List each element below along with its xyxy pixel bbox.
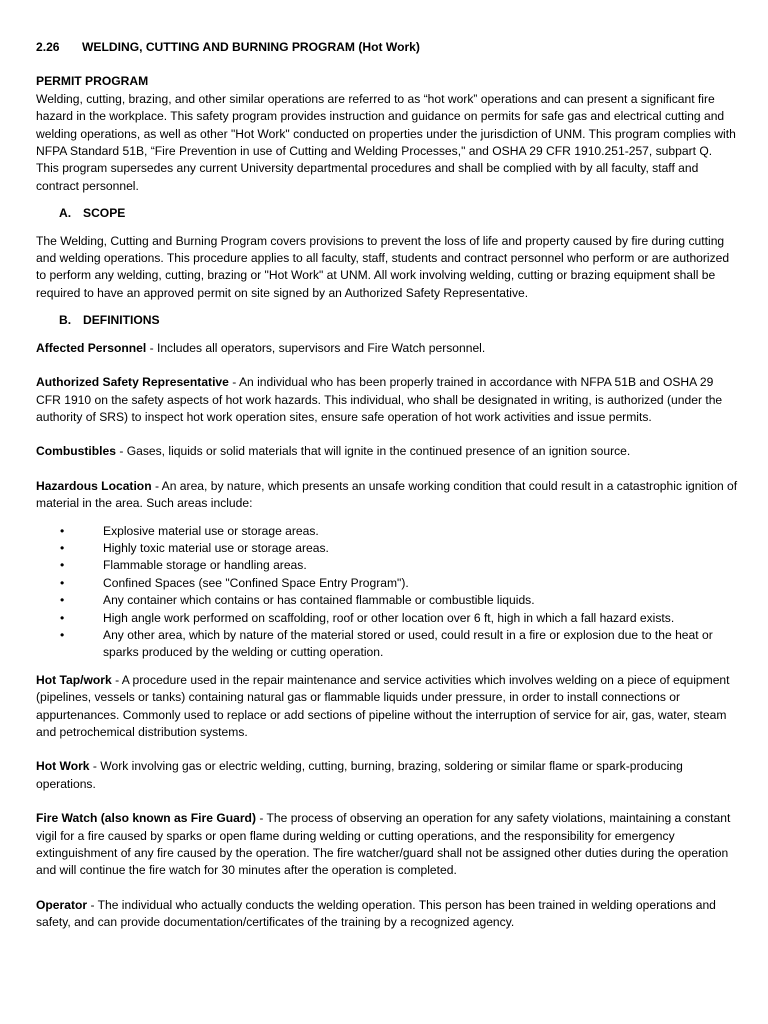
list-item: • Flammable storage or handling areas. xyxy=(36,557,738,574)
definition-text: - The process of observing an operation for any safety violations, maintaining a constant vigil for a fire caused by sparks or open flame during welding or cutting operations, and the responsibility for emergency extinguishment of any fire caused by the operation. The fire watcher/guard shall not be assigned other duties during the operation and will continue the fire watch for 30 minutes after the operation is completed. xyxy=(36,811,731,878)
definition-combustibles xyxy=(36,443,738,460)
definition-text: - A procedure used in the repair maintenance and service activities which involves welding on a piece of equipment (pipelines, vessels or tanks) containing natural gas or flammable liquids under pressure, in order to install connections or appurtenances. Commonly used to replace or add sections of pipeline without the interruption of service for air, gas, water, steam and petrochemical distribution systems. xyxy=(36,672,730,739)
list-item: • Any other area, which by nature of the material stored or used, could result in a fire or explosion due to the heat or sparks produced by the welding or cutting operation. xyxy=(36,627,738,662)
definition-text: - The individual who actually conducts the welding operation. This person has been trained in welding operations and safety, and can provide documentation/certificates of the training by a recognized agency. xyxy=(36,897,716,930)
scope-heading xyxy=(36,205,738,222)
definition-term: Hot Tap/work xyxy=(36,672,112,687)
definition-text: - Gases, liquids or solid materials that will ignite in the continued presence of an ignition source. xyxy=(115,444,631,459)
bullet-icon: • xyxy=(60,593,65,608)
bullet-icon: • xyxy=(60,540,65,555)
section-heading: WELDING, CUTTING AND BURNING PROGRAM (Hot Work) xyxy=(82,40,420,54)
scope-body: The Welding, Cutting and Burning Program covers provisions to prevent the loss of life and property caused by fire during cutting and welding operations. This procedure applies to all faculty, staff, students and contract personnel who perform or are authorized to perform any welding, cutting, brazing or "Hot Work" at UNM. All work involving welding, cutting or brazing equipment shall be required to have an approved permit on site signed by an Authorized Safety Representative. xyxy=(36,233,730,300)
definitions-letter: B. xyxy=(59,313,72,328)
definition-hot-work xyxy=(36,758,738,793)
definition-fire-watch xyxy=(36,810,738,880)
definition-operator xyxy=(36,897,738,932)
permit-program-heading: PERMIT PROGRAM xyxy=(36,74,149,89)
hazardous-location-list xyxy=(36,523,738,662)
bullet-icon: • xyxy=(60,575,65,590)
definition-term: Hazardous Location xyxy=(36,478,152,493)
scope-title: SCOPE xyxy=(83,206,126,221)
definitions-heading xyxy=(36,312,738,329)
definition-authorized-safety-representative xyxy=(36,374,738,426)
definition-term: Authorized Safety Representative xyxy=(36,375,229,390)
bullet-icon: • xyxy=(60,627,65,642)
scope-letter: A. xyxy=(59,206,72,221)
definitions-title: DEFINITIONS xyxy=(83,313,160,328)
definition-hot-tap-work xyxy=(36,672,738,742)
section-number: 2.26 xyxy=(36,40,60,54)
definition-term: Combustibles xyxy=(36,444,116,459)
section-title xyxy=(36,39,738,56)
definition-affected-personnel xyxy=(36,340,738,357)
definition-term: Affected Personnel xyxy=(36,340,147,355)
definition-text: - An individual who has been properly trained in accordance with NFPA 51B and OSHA 29 CFR 1910 on the safety aspects of hot work hazards. This individual, who shall be designated in writing, is authorized (under the authority of SRS) to inspect hot work operation sites, ensure safe operation of hot work activities and issue permits. xyxy=(36,375,723,424)
bullet-icon: • xyxy=(60,523,65,538)
definition-term: Fire Watch (also known as Fire Guard) xyxy=(36,811,256,826)
list-item: • Explosive material use or storage areas. xyxy=(36,523,738,540)
definition-text: - An area, by nature, which presents an unsafe working condition that could result in a catastrophic ignition of material in the area. Such areas include: xyxy=(36,478,738,511)
definition-term: Operator xyxy=(36,897,88,912)
list-item: • High angle work performed on scaffolding, roof or other location over 6 ft, high in which a fall hazard exists. xyxy=(36,610,738,627)
definition-hazardous-location xyxy=(36,478,738,513)
bullet-icon: • xyxy=(60,610,65,625)
definition-text: - Includes all operators, supervisors and Fire Watch personnel. xyxy=(146,340,486,355)
definition-text: - Work involving gas or electric welding, cutting, burning, brazing, soldering or similar flame or spark-producing operations. xyxy=(36,759,683,791)
list-item: • Confined Spaces (see "Confined Space Entry Program"). xyxy=(36,575,738,592)
definition-term: Hot Work xyxy=(36,759,90,774)
list-item: • Highly toxic material use or storage areas. xyxy=(36,540,738,557)
permit-program-body: Welding, cutting, brazing, and other similar operations are referred to as “hot work” operations and can present a significant fire hazard in the workplace. This safety program provides instruction and guidance on permits for safe gas and electrical cutting and welding operations, as well as other "Hot Work" conducted on properties under the jurisdiction of UNM. This program complies with NFPA Standard 51B, “Fire Prevention in use of Cutting and Welding Processes," and OSHA 29 CFR 1910.251-257, subpart Q. This program supersedes any current University departmental procedures and shall be complied with by all faculty, staff and contract personnel. xyxy=(36,91,736,193)
bullet-icon: • xyxy=(60,558,65,573)
list-item: • Any container which contains or has contained flammable or combustible liquids. xyxy=(36,592,738,609)
